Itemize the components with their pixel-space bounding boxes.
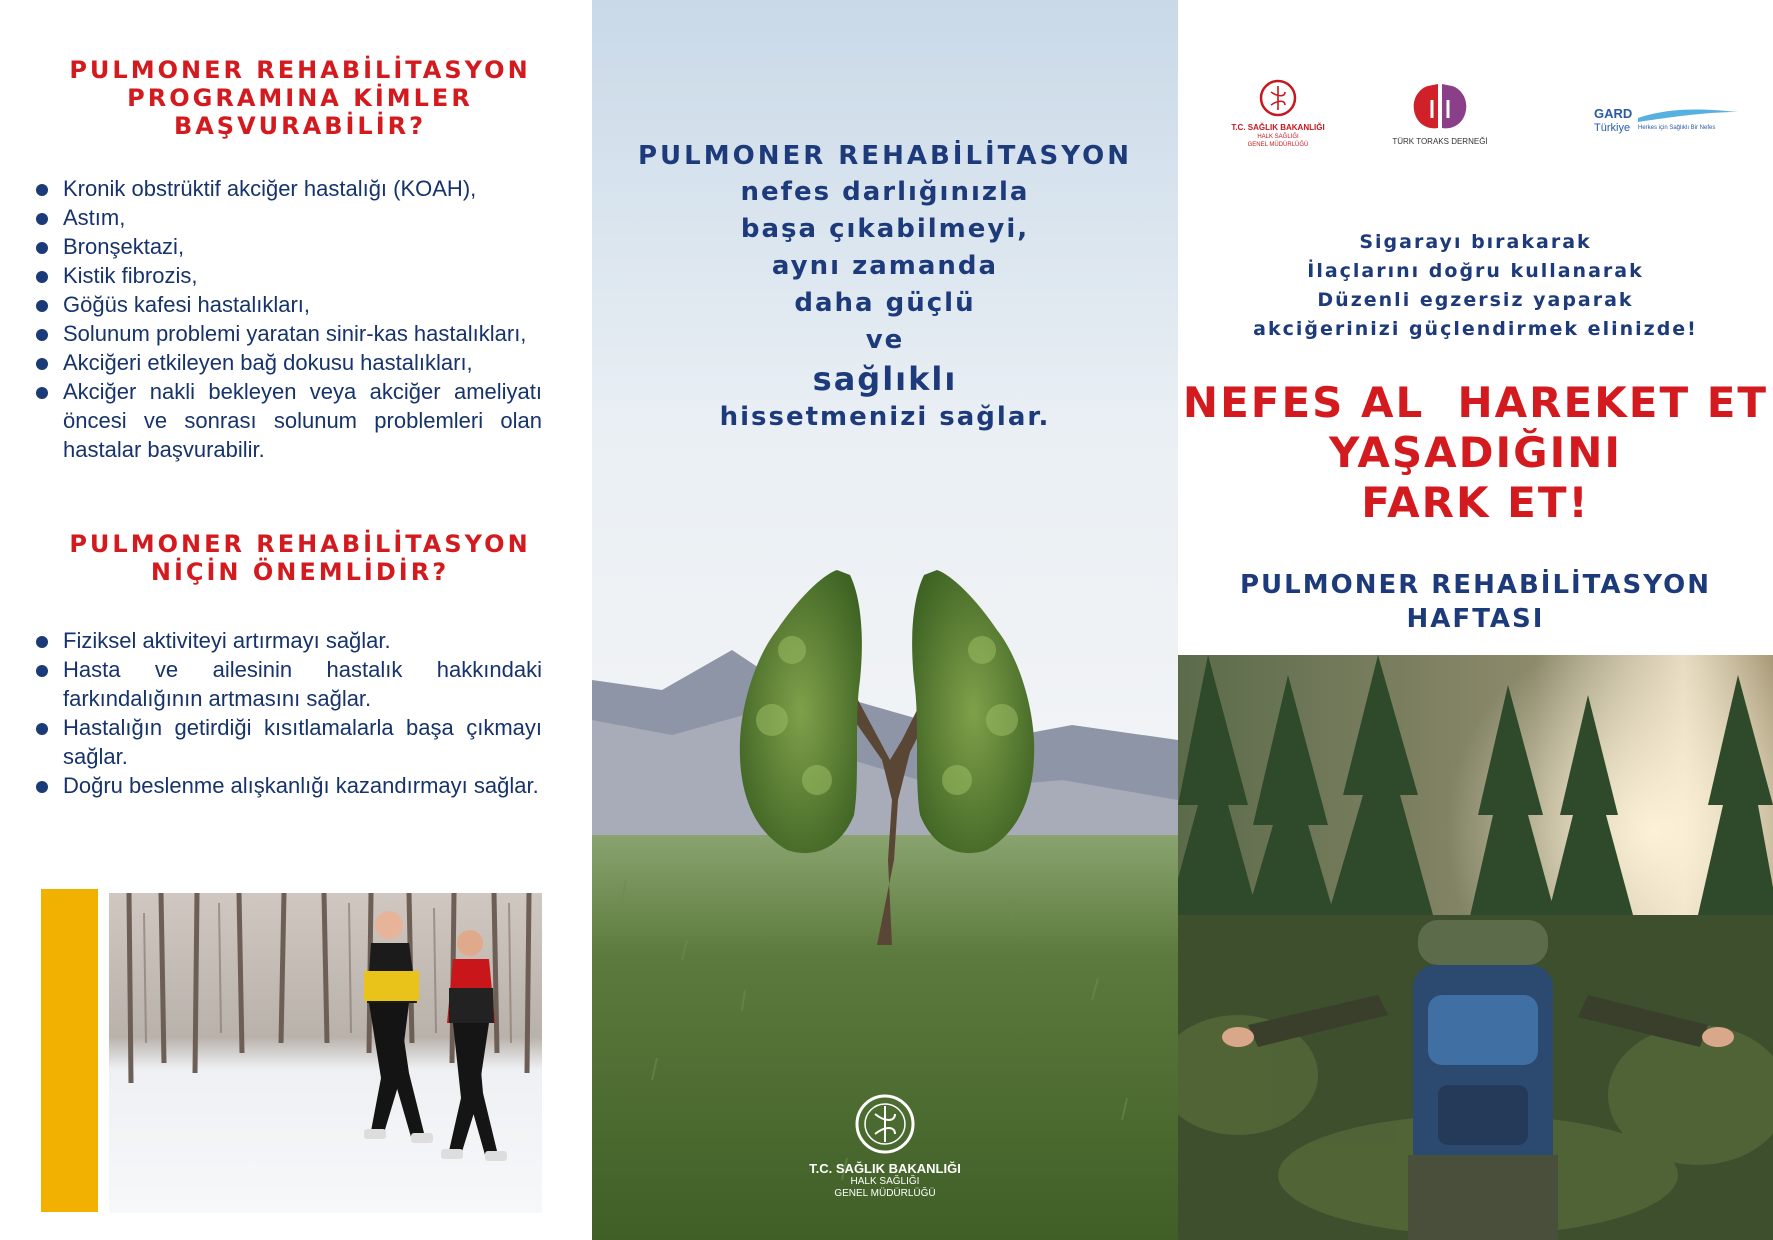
tip-line: Düzenli egzersiz yaparak: [1317, 289, 1634, 311]
list-item: Bronşektazi,: [34, 232, 542, 261]
ministry-logo-sub: GENEL MÜDÜRLÜĞÜ: [1247, 142, 1309, 148]
gard-title: GARD: [1594, 106, 1633, 121]
slogan-block: [1178, 378, 1773, 528]
slogan-line: FARK ET!: [1361, 478, 1590, 527]
list-item: Fiziksel aktiviteyi artırmayı sağlar.: [34, 626, 542, 655]
list-item: Göğüs kafesi hastalıkları,: [34, 290, 542, 319]
who-can-apply-heading: [40, 56, 560, 140]
middle-line: başa çıkabilmeyi,: [740, 214, 1030, 244]
middle-panel: [592, 0, 1178, 1240]
why-important-heading: [40, 530, 560, 586]
who-can-apply-list: [34, 174, 542, 464]
list-item: Doğru beslenme alışkanlığı kazandırmayı sağlar.: [34, 771, 542, 800]
list-item: Kronik obstrüktif akciğer hastalığı (KOAH),: [34, 174, 542, 203]
ministry-name: T.C. SAĞLIK BAKANLIĞI: [809, 1161, 961, 1176]
gard-wave-icon: [1638, 106, 1738, 124]
heading-line: PULMONER REHABİLİTASYON: [69, 530, 531, 558]
tips-block: [1178, 228, 1773, 344]
heading-line: NİÇİN ÖNEMLİDİR?: [150, 558, 450, 586]
middle-line: daha güçlü: [794, 288, 976, 318]
middle-line: nefes darlığınızla: [740, 177, 1030, 207]
heading-line: PROGRAMINA KİMLER: [127, 84, 473, 112]
tip-line: Sigarayı bırakarak: [1359, 231, 1592, 253]
ministry-logo-name: T.C. SAĞLIK BAKANLIĞI: [1231, 123, 1325, 132]
left-panel: [0, 0, 592, 1240]
heading-line: PULMONER REHABİLİTASYON: [69, 56, 531, 84]
list-item: Akciğeri etkileyen bağ dokusu hastalıkları,: [34, 348, 542, 377]
middle-line: ve: [865, 325, 905, 355]
joggers-photo: [109, 893, 542, 1213]
ministry-emblem-icon: [1258, 78, 1298, 118]
list-item: Hasta ve ailesinin hastalık hakkındaki farkındalığının artmasını sağlar.: [34, 655, 542, 713]
gard-country: Türkiye: [1594, 122, 1631, 134]
right-panel: [1178, 0, 1773, 1240]
ministry-logo-sub: HALK SAĞLIĞI: [1257, 134, 1299, 140]
slogan-line: YAŞADIĞINI: [1328, 428, 1623, 477]
middle-line: hissetmenizi sağlar.: [719, 402, 1051, 432]
thoracic-lung-icon: [1410, 80, 1470, 132]
week-title: PULMONER REHABİLİTASYON HAFTASI: [1239, 570, 1712, 634]
thoracic-name: TÜRK TORAKS DERNEĞİ: [1392, 137, 1488, 146]
ministry-sub: HALK SAĞLIĞI: [850, 1176, 920, 1187]
list-item: Astım,: [34, 203, 542, 232]
ministry-sub: GENEL MÜDÜRLÜĞÜ: [834, 1188, 936, 1199]
gard-slogan: Herkes için Sağlıklı Bir Nefes: [1638, 125, 1716, 131]
tip-line: İlaçlarını doğru kullanarak: [1307, 260, 1644, 282]
middle-line: aynı zamanda: [771, 251, 999, 281]
middle-text-block: [592, 138, 1178, 436]
why-important-list: [34, 626, 542, 800]
ministry-emblem-icon: [853, 1092, 917, 1156]
ministry-logo: [1218, 78, 1338, 149]
thoracic-society-logo: [1390, 80, 1490, 147]
ministry-emblem-bottom: [785, 1092, 985, 1200]
list-item: Hastalığın getirdiği kısıtlamalarla başa çıkmayı sağlar.: [34, 713, 542, 771]
accent-bar: [41, 889, 98, 1212]
hiker-photo: [1178, 655, 1773, 1240]
list-item: Solunum problemi yaratan sinir-kas hastalıkları,: [34, 319, 542, 348]
middle-title: PULMONER REHABİLİTASYON: [637, 141, 1133, 171]
heading-line: BAŞVURABİLİR?: [173, 112, 427, 140]
list-item: Akciğer nakli bekleyen veya akciğer ameliyatı öncesi ve sonrası solunum problemleri olan hastalar başvurabilir.: [34, 377, 542, 464]
slogan-line: NEFES AL HAREKET ET: [1182, 378, 1769, 427]
tip-line: akciğerinizi güçlendirmek elinizde!: [1253, 318, 1698, 340]
middle-emphasis: sağlıklı: [812, 360, 958, 398]
list-item: Kistik fibrozis,: [34, 261, 542, 290]
